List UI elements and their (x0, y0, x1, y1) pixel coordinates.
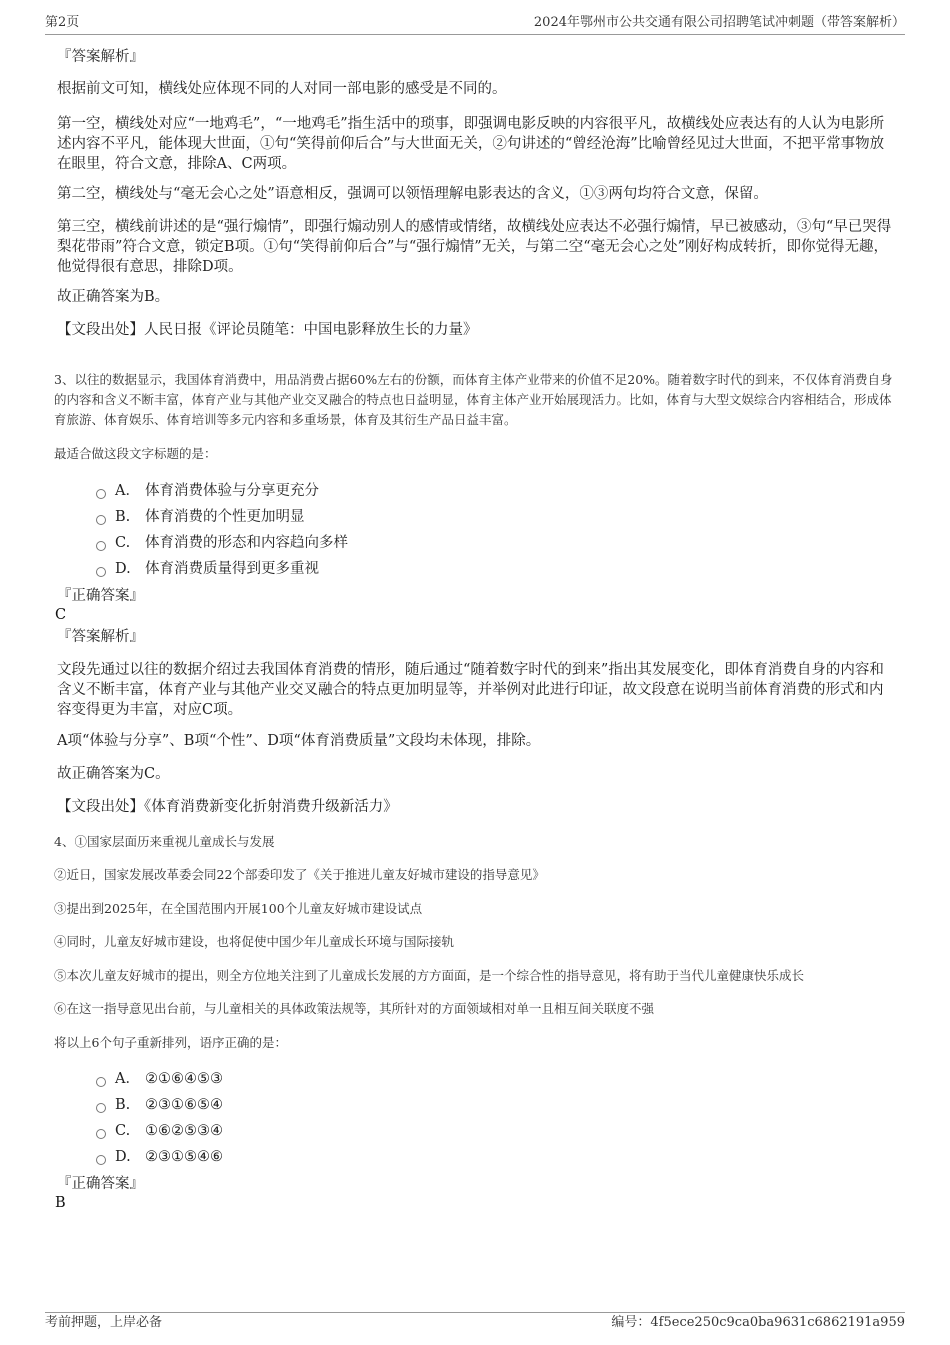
radio-icon[interactable] (96, 541, 106, 551)
option-c[interactable]: C. ①⑥②⑤③④ (96, 1120, 223, 1142)
question-prompt: 将以上6个句子重新排列，语序正确的是： (54, 1035, 287, 1050)
question-stem: 3、以往的数据显示，我国体育消费中，用品消费占据60%左右的份额，而体育主体产业带来的价值不足20%。随着数字时代的到来，不仅体育消费自身的内容和含义不断丰富，体育产业与其他产业交叉融合的特点也日益明显，体育主体产业开始展现活力。比如，体育与大型文娱综合内容相结合，形成体育旅游、体育娱乐、体育培训等多元内容和多重场景，体育及其衍生产品日益丰富。 (54, 372, 893, 427)
analysis-paragraph: 故正确答案为C。 (57, 766, 170, 782)
option-b[interactable]: B. ②③①⑥⑤④ (96, 1094, 223, 1116)
analysis-label: 『答案解析』 (57, 49, 144, 65)
analysis-paragraph: 第二空，横线处与“毫无会心之处”语意相反，强调可以领悟理解电影表达的含义，①③两句均符合文意，保留。 (57, 186, 768, 202)
sentence-item: ④同时，儿童友好城市建设，也将促使中国少年儿童成长环境与国际接轨 (54, 934, 455, 949)
source-citation: 【文段出处】《体育消费新变化折射消费升级新活力》 (57, 799, 398, 815)
question-prompt: 最适合做这段文字标题的是： (54, 446, 217, 461)
answer-label: 『正确答案』 (57, 588, 144, 604)
page-number: 第2页 (45, 15, 80, 30)
footer-slogan: 考前押题，上岸必备 (45, 1315, 163, 1330)
sentence-item: ②近日，国家发展改革委会同22个部委印发了《关于推进儿童友好城市建设的指导意见》 (54, 867, 545, 882)
analysis-paragraph: 根据前文可知，横线处应体现不同的人对同一部电影的感受是不同的。 (57, 81, 507, 97)
radio-icon[interactable] (96, 1077, 106, 1087)
sentence-item: ③提出到2025年，在全国范围内开展100个儿童友好城市建设试点 (54, 901, 423, 916)
document-title: 2024年鄂州市公共交通有限公司招聘笔试冲刺题（带答案解析） (533, 15, 905, 30)
option-d[interactable]: D. ②③①⑤④⑥ (96, 1146, 223, 1168)
radio-icon[interactable] (96, 1103, 106, 1113)
analysis-paragraph: A项“体验与分享”、B项“个性”、D项“体育消费质量”文段均未体现，排除。 (57, 733, 541, 749)
sentence-item: 4、①国家层面历来重视儿童成长与发展 (54, 834, 275, 849)
analysis-paragraph: 第一空，横线处对应“一地鸡毛”，“一地鸡毛”指生活中的琐事，即强调电影反映的内容很平凡，故横线处应表达有的人认为电影所述内容不平凡，能体现大世面，①句“笑得前仰后合”与大世面无关，②句讲述的“曾经沧海”比喻曾经见过大世面，不把平常事物放在眼里，符合文意，排除A、C两项。 (57, 116, 885, 172)
correct-answer: C (55, 607, 67, 623)
correct-answer: B (55, 1195, 66, 1211)
radio-icon[interactable] (96, 1129, 106, 1139)
analysis-paragraph: 故正确答案为B。 (57, 289, 170, 305)
option-a[interactable]: A． 体育消费体验与分享更充分 (96, 480, 319, 502)
option-d[interactable]: D. 体育消费质量得到更多重视 (96, 558, 319, 580)
page-header (45, 14, 905, 35)
source-citation: 【文段出处】人民日报《评论员随笔：中国电影释放生长的力量》 (57, 322, 478, 338)
analysis-paragraph: 文段先通过以往的数据介绍过去我国体育消费的情形，随后通过“随着数字时代的到来”指出其发展变化，即体育消费自身的内容和含义不断丰富，体育产业与其他产业交叉融合的特点更加明显等，并举例对此进行印证，故文段意在说明当前体育消费的形式和内容变得更为丰富，对应C项。 (57, 662, 884, 718)
option-b[interactable]: B. 体育消费的个性更加明显 (96, 506, 305, 528)
option-a[interactable]: A． ②①⑥④⑤③ (96, 1068, 223, 1090)
sentence-item: ⑤本次儿童友好城市的提出，则全方位地关注到了儿童成长发展的方方面面，是一个综合性的指导意见，将有助于当代儿童健康快乐成长 (54, 968, 805, 983)
radio-icon[interactable] (96, 1155, 106, 1165)
page-footer (45, 1312, 905, 1335)
analysis-paragraph: 第三空，横线前讲述的是“强行煽情”，即强行煽动别人的感情或情绪，故横线处应表达不必强行煽情，早已被感动，③句“早已哭得梨花带雨”符合文意，锁定B项。①句“笑得前仰后合”与“强行煽情”无关，与第二空“毫无会心之处”刚好构成转折，即你觉得无趣，他觉得很有意思，排除D项。 (57, 219, 892, 275)
option-c[interactable]: C. 体育消费的形态和内容趋向多样 (96, 532, 348, 554)
analysis-label: 『答案解析』 (57, 629, 144, 645)
answer-label: 『正确答案』 (57, 1176, 144, 1192)
sentence-item: ⑥在这一指导意见出台前，与儿童相关的具体政策法规等，其所针对的方面领域相对单一且相互间关联度不强 (54, 1001, 655, 1016)
document-code: 编号：4f5ece250c9ca0ba9631c6862191a959 (611, 1315, 905, 1330)
radio-icon[interactable] (96, 567, 106, 577)
radio-icon[interactable] (96, 515, 106, 525)
radio-icon[interactable] (96, 489, 106, 499)
